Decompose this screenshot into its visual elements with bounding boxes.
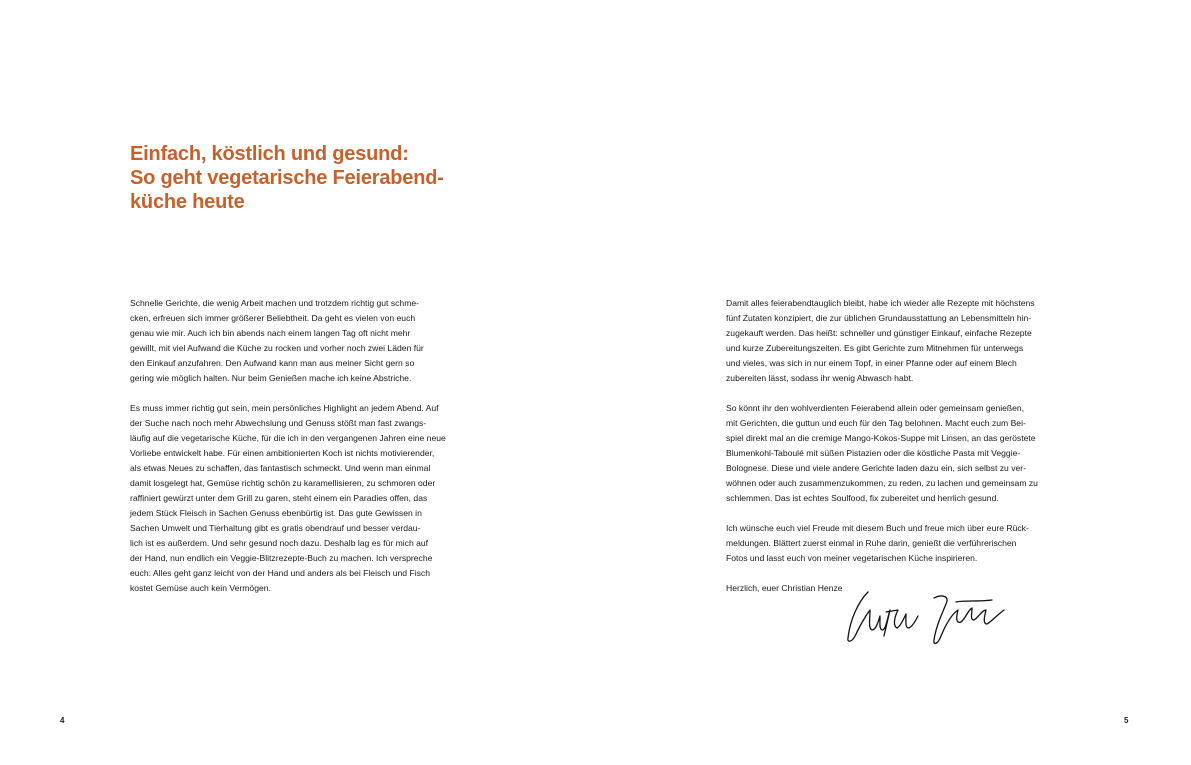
text-line: Schnelle Gerichte, die wenig Arbeit machen und trotzdem richtig gut schme- [130, 298, 419, 308]
text-line: kostet Gemüse auch kein Vermögen. [130, 583, 271, 593]
title-line: küche heute [130, 191, 245, 213]
page-title [130, 142, 444, 214]
text-line: lich ist es außerdem. Und sehr gesund noch dazu. Deshalb lag es für mich auf [130, 538, 429, 548]
page-number-left: 4 [60, 716, 65, 725]
text-line: mit Gerichten, die guttun und euch für den Tag belohnen. Macht euch zum Bei- [726, 418, 1026, 428]
paragraph [130, 401, 470, 596]
paragraph [726, 521, 1066, 566]
text-line: der Suche nach noch mehr Abwechslung und Genuss stößt man fast zwangs- [130, 418, 427, 428]
text-line: jedem Stück Fleisch in Sachen Genuss ebenbürtig ist. Das gute Gewissen in [130, 508, 422, 518]
left-page [0, 0, 595, 765]
text-line: spiel direkt mal an die cremige Mango-Kokos-Suppe mit Linsen, an das geröstete [726, 433, 1036, 443]
text-line: wöhnen oder auch zusammenzukommen, zu reden, zu lachen und gemeinsam zu [726, 478, 1038, 488]
right-body-text [726, 296, 1066, 611]
text-line: schlemmen. Das ist echtes Soulfood, fix zubereitet und herrlich gesund. [726, 493, 999, 503]
text-line: läufig auf die vegetarische Küche, für die ich in den vergangenen Jahren eine neue [130, 433, 446, 443]
text-line: und kurze Zubereitungszeiten. Es gibt Gerichte zum Mitnehmen für unterwegs [726, 343, 1024, 353]
title-line: Einfach, köstlich und gesund: [130, 143, 409, 165]
signature [846, 580, 1006, 650]
text-line: gewillt, mit viel Aufwand die Küche zu rocken und vorher noch zwei Läden für [130, 343, 424, 353]
text-line: raffiniert gewürzt unter dem Grill zu garen, steht einem ein Paradies offen, das [130, 493, 428, 503]
text-line: zugekauft werden. Das heißt: schneller und günstiger Einkauf, einfache Rezepte [726, 328, 1032, 338]
text-line: Ich wünsche euch viel Freude mit diesem Buch und freue mich über eure Rück- [726, 523, 1029, 533]
text-line: fünf Zutaten konzipiert, die zur üblichen Grundausstattung an Lebensmitteln hin- [726, 313, 1032, 323]
right-page [596, 0, 1191, 765]
paragraph [130, 296, 470, 386]
text-line: euch: Alles geht ganz leicht von der Hand und anders als bei Fleisch und Fisch [130, 568, 431, 578]
text-line: genau wie mir. Auch ich bin abends nach einem langen Tag oft nicht mehr [130, 328, 411, 338]
text-line: Fotos und lasst euch von meiner vegetarischen Küche inspirieren. [726, 553, 978, 563]
text-line: Bolognese. Diese und viele andere Gerichte laden dazu ein, sich selbst zu ver- [726, 463, 1027, 473]
text-line: Blumenkohl-Taboulé mit süßen Pistazien oder die köstliche Pasta mit Veggie- [726, 448, 1021, 458]
text-line: meldungen. Blättert zuerst einmal in Ruhe darin, genießt die verführerischen [726, 538, 1017, 548]
text-line: der Hand, nun endlich ein Veggie-Blitzrezepte-Buch zu machen. Ich verspreche [130, 553, 433, 563]
paragraph [726, 296, 1066, 386]
title-line: So geht vegetarische Feierabend- [130, 167, 444, 189]
text-line: cken, erfreuen sich immer größerer Beliebtheit. Da geht es vielen von euch [130, 313, 416, 323]
text-line: den Einkauf anzufahren. Den Aufwand kann man aus meiner Sicht gern so [130, 358, 415, 368]
left-body-text [130, 296, 470, 611]
page-number-right: 5 [1124, 716, 1129, 725]
text-line: So könnt ihr den wohlverdienten Feierabend allein oder gemeinsam genießen, [726, 403, 1025, 413]
text-line: zubereiten lässt, sodass ihr wenig Abwasch habt. [726, 373, 914, 383]
text-line: Es muss immer richtig gut sein, mein persönliches Highlight an jedem Abend. Auf [130, 403, 439, 413]
greeting: Herzlich, euer Christian Henze [726, 583, 843, 593]
paragraph [726, 401, 1066, 506]
text-line: gering wie möglich halten. Nur beim Genießen mache ich keine Abstriche. [130, 373, 412, 383]
text-line: als etwas Neues zu schaffen, das fantastisch schmeckt. Und wenn man einmal [130, 463, 431, 473]
text-line: Vorliebe entwickelt habe. Für einen ambitionierten Koch ist nichts motivierender, [130, 448, 435, 458]
text-line: Damit alles feierabendtauglich bleibt, habe ich wieder alle Rezepte mit höchstens [726, 298, 1035, 308]
text-line: und vieles, was sich in nur einem Topf, in einer Pfanne oder auf einem Blech [726, 358, 1017, 368]
text-line: Sachen Umwelt und Tierhaltung gibt es gratis obendrauf und besser verdau- [130, 523, 421, 533]
text-line: damit losgelegt hat, Gemüse richtig schön zu karamellisieren, zu schmoren oder [130, 478, 436, 488]
